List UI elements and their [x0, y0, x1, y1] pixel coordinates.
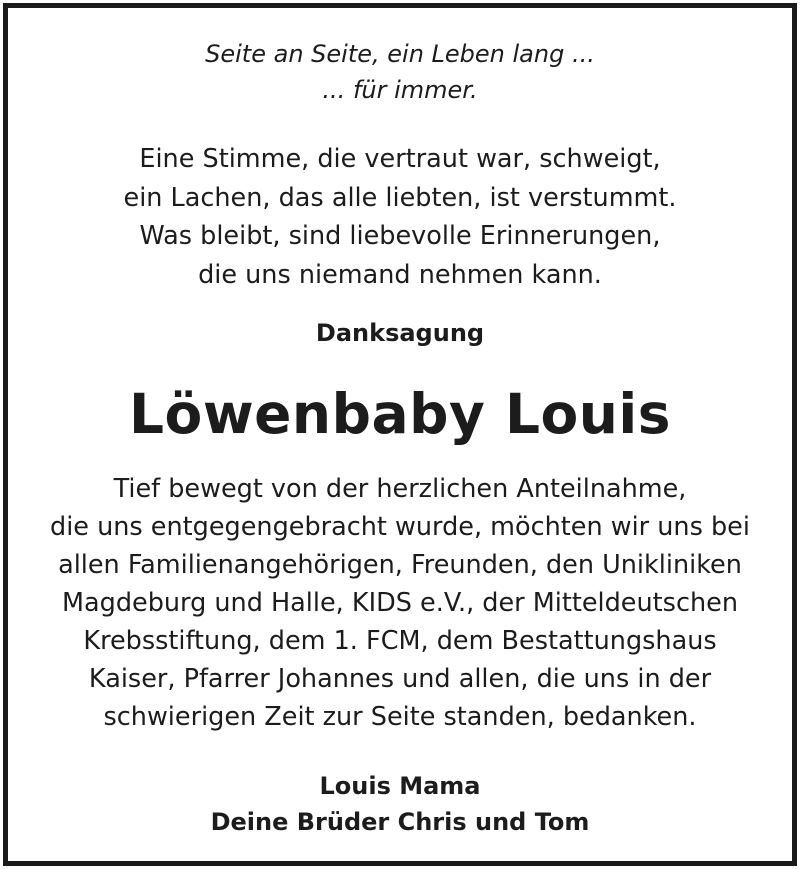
- thanks-line: Krebsstiftung, dem 1. FCM, dem Bestattungshaus: [83, 626, 717, 656]
- heading-danksagung: Danksagung: [315, 319, 485, 347]
- thanks-line: die uns entgegengebracht wurde, möchten wir uns bei: [50, 512, 750, 542]
- motto-line: Seite an Seite, ein Leben lang ...: [205, 40, 595, 68]
- motto: [8, 36, 792, 108]
- thanks-line: Tief bewegt von der herzlichen Anteilnahme,: [113, 474, 687, 504]
- verse-line: Eine Stimme, die vertraut war, schweigt,: [139, 144, 661, 174]
- thanks-line: Magdeburg und Halle, KIDS e.V., der Mitteldeutschen: [62, 588, 738, 618]
- verse-line: ein Lachen, das alle liebten, ist verstummt.: [123, 182, 677, 213]
- signature-line: Deine Brüder Chris und Tom: [210, 808, 590, 836]
- deceased-name: Löwenbaby Louis: [128, 382, 672, 446]
- thanks-line: schwierigen Zeit zur Seite standen, bedanken.: [103, 702, 697, 732]
- verse-line: Was bleibt, sind liebevolle Erinnerungen,: [139, 221, 661, 251]
- thanks-line: allen Familienangehörigen, Freunden, den Unikliniken: [58, 550, 742, 580]
- motto-line: ... für immer.: [322, 76, 478, 104]
- signature-line: Louis Mama: [319, 772, 481, 800]
- verse: [8, 140, 792, 294]
- verse-line: die uns niemand nehmen kann.: [198, 259, 602, 290]
- thanks-line: Kaiser, Pfarrer Johannes und allen, die uns in der: [88, 664, 712, 694]
- signature: [8, 768, 792, 840]
- thanks-text: [8, 470, 792, 736]
- obituary-notice-frame: [3, 3, 797, 866]
